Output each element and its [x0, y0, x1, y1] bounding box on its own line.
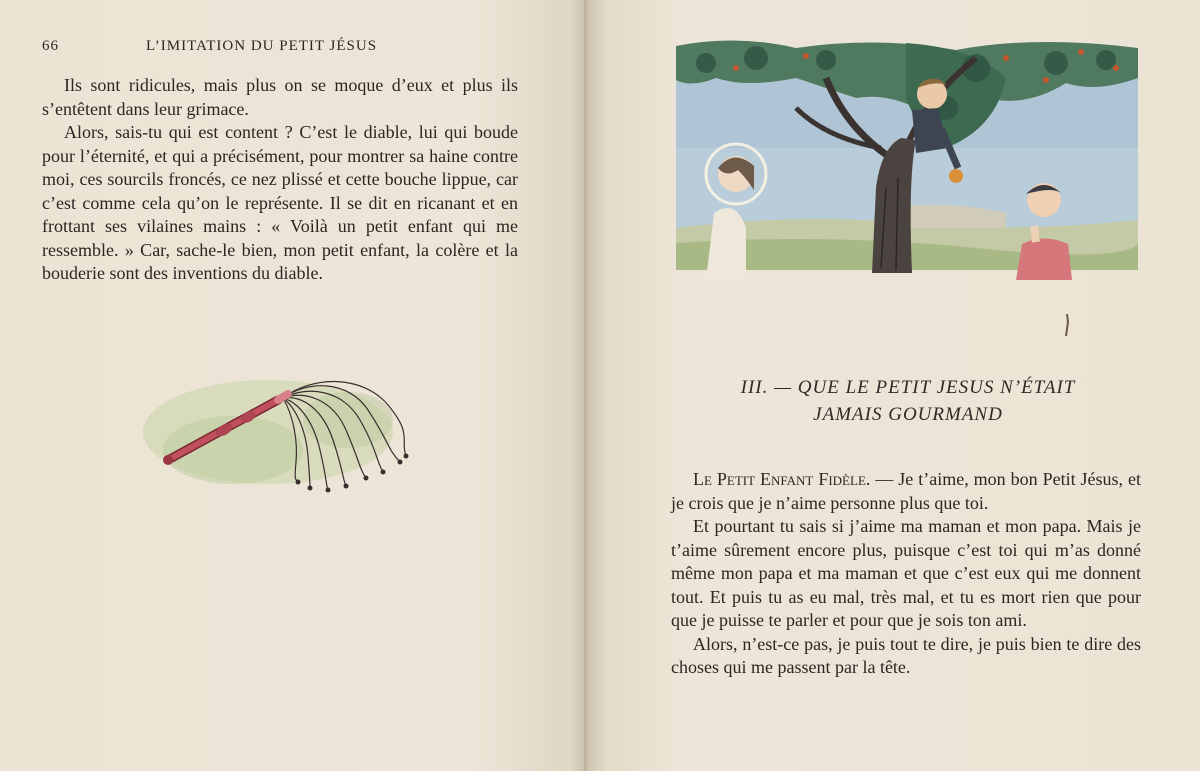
whip-illustration: [138, 360, 418, 510]
left-body-text: [42, 74, 518, 286]
book-gutter: [584, 0, 590, 771]
paragraph-text: — Je t’aime, mon bon Petit Jésus, et je crois que je n’aime personne plus que toi.: [671, 469, 1142, 513]
page-number: 66: [42, 38, 59, 54]
right-paragraph: Et pourtant tu sais si j’aime ma maman et mon papa. Mais je t’aime sûrement encore plus, puisque c’est toi qui m’as donné même mon papa et ma maman et que c’est eux qui me donnent tout. Et puis tu as eu mal, très mal, et tu es mort rien que pour que je puisse te parler et pour que je sois ton ami.: [671, 516, 1141, 630]
speaker-name: Le Petit Enfant Fidèle.: [693, 469, 871, 489]
chapter-title: [668, 374, 1148, 428]
right-body-text: [671, 468, 1141, 680]
left-paragraph: Alors, sais-tu qui est content ? C’est le diable, lui qui boude pour l’éternité, et qui a précisément, pour montrer sa haine contre moi, ces sourcils froncés, ce nez plissé et cette bouche lippue, car c’est comme cela qu’on le représente. Il se dit en ricanant et en frottant ses vilaines mains : « Voilà un petit enfant qui me ressemble. » Car, sache-le bien, mon petit enfant, la colère et la bouderie sont des inventions du diable.: [42, 122, 518, 283]
running-header: [42, 38, 532, 60]
left-paragraph: Ils sont ridicules, mais plus on se moque d’eux et plus ils s’entêtent dans leur grimace.: [42, 75, 518, 119]
right-paragraph: [671, 468, 1141, 515]
chapter-title-line: III. — QUE LE PETIT JESUS N’ÉTAIT: [740, 377, 1076, 398]
right-paragraph: Alors, n’est-ce pas, je puis tout te dire, je puis bien te dire des choses qui me passent par la tête.: [671, 633, 1141, 677]
chapter-title-line: JAMAIS GOURMAND: [813, 404, 1003, 425]
paper-blemish: [1064, 314, 1070, 336]
tree-scene-illustration: [676, 38, 1138, 280]
running-title: L’IMITATION DU PETIT JÉSUS: [146, 38, 378, 54]
